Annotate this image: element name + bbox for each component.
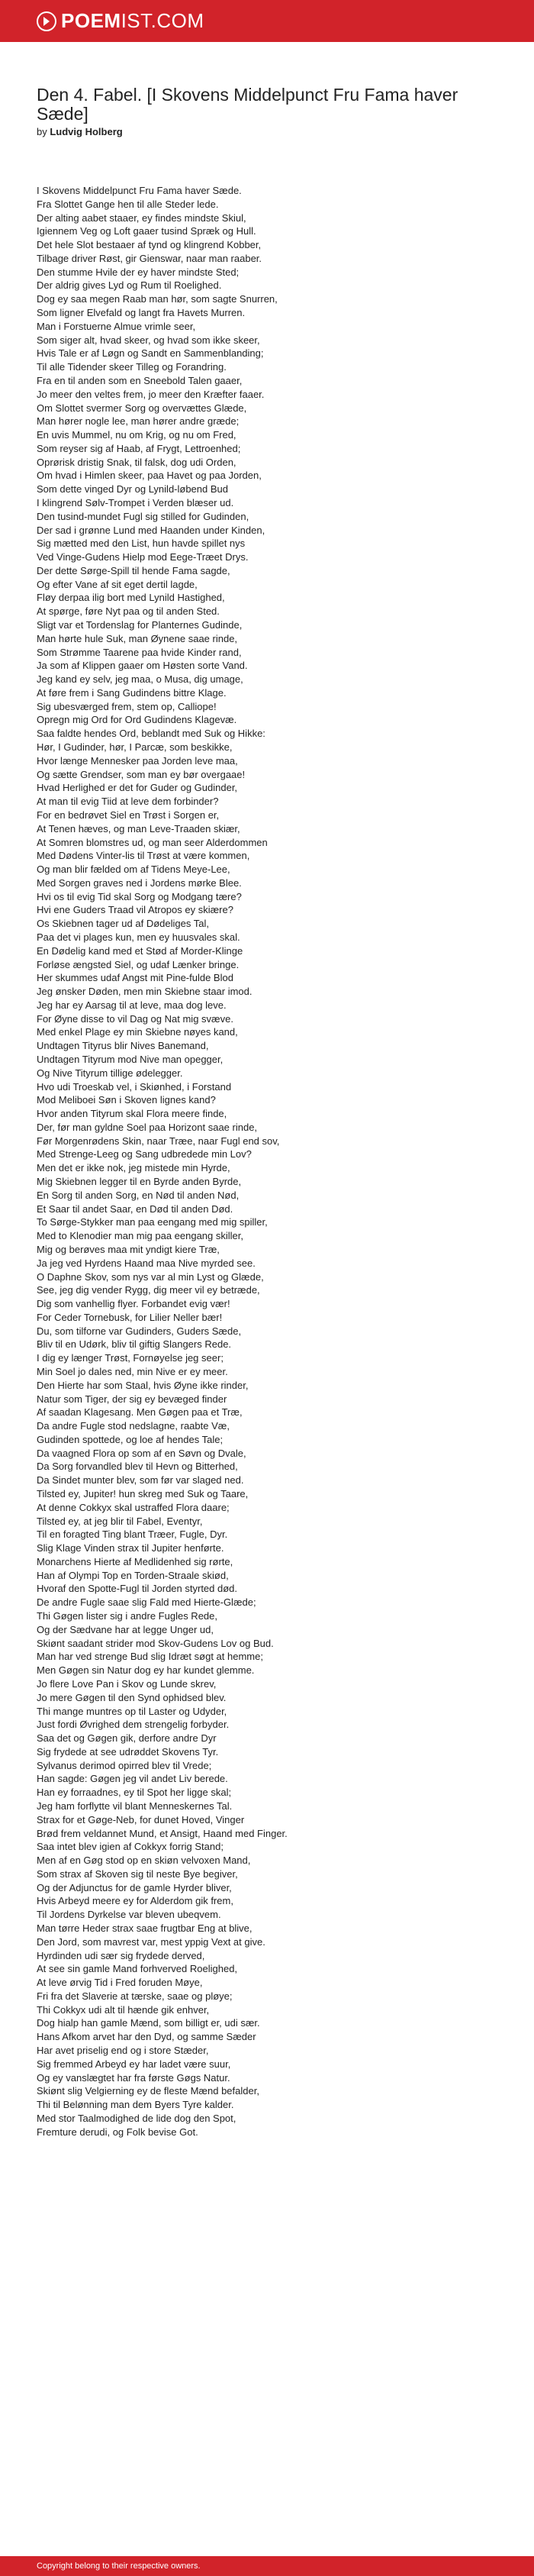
poem-line: Hør, I Gudinder, hør, I Parcæ, som beskikke, xyxy=(37,741,233,754)
poem-line: Før Morgenrødens Skin, naar Træe, naar Fugl end sov, xyxy=(37,1135,280,1147)
poem-line: Som dette vinged Dyr og Lynild-løbend Bud xyxy=(37,483,228,496)
poem-line: Saa det og Gøgen gik, derfore andre Dyr xyxy=(37,1732,217,1745)
poem-line: O Daphne Skov, som nys var al min Lyst og Glæde, xyxy=(37,1270,264,1283)
poem-line: Og ey vanslægtet har fra første Gøgs Natur. xyxy=(37,2071,230,2084)
poem-line: Der dette Sørge-Spill til hende Fama sagde, xyxy=(37,564,230,576)
poem-line: Der, før man gyldne Soel paa Horizont saae rinde, xyxy=(37,1121,258,1133)
poem-line: Hvor anden Tityrum skal Flora meere finde, xyxy=(37,1108,227,1120)
poem-line: Hyrdinden udi sær sig frydede derved, xyxy=(37,1949,205,1961)
poem-line: Da andre Fugle stod nedslagne, raabte Væ, xyxy=(37,1420,230,1432)
poem-line: Og der Adjunctus for de gamle Hyrder bliver, xyxy=(37,1881,232,1893)
poem-line: Som ligner Elvefald og langt fra Havets Murren. xyxy=(37,307,246,319)
poem-line: Men det er ikke nok, jeg mistede min Hyrde, xyxy=(37,1162,230,1174)
author-name[interactable]: Ludvig Holberg xyxy=(50,126,123,137)
poem-line: See, jeg dig vender Rygg, dig meer vil ey betræde, xyxy=(37,1284,260,1296)
poem-line: Ved Vinge-Gudens Hielp mod Eege-Træet Drys. xyxy=(37,551,249,563)
poem-line: Hvis Arbeyd meere ey for Alderdom gik frem, xyxy=(37,1895,233,1907)
poem-line: Forløse ængsted Siel, og udaf Lænker bringe. xyxy=(37,958,240,970)
poem-line: Og efter Vane af sit eget dertil lagde, xyxy=(37,578,198,590)
poem-line: Man hører nogle lee, man hører andre græde; xyxy=(37,415,240,428)
poem-line: Af saadan Klagesang. Men Gøgen paa et Træ, xyxy=(37,1406,243,1419)
poem-line: Da Sorg forvandled blev til Hevn og Bitterhed, xyxy=(37,1461,238,1473)
poem-line: I Skovens Middelpunct Fru Fama haver Sæde. xyxy=(37,185,242,196)
poem-line: Med Sorgen graves ned i Jordens mørke Blee. xyxy=(37,876,242,889)
poem-line: Tilbage driver Røst, gir Gienswar, naar man raaber. xyxy=(37,252,262,264)
poem-line: Der aldrig gives Lyd og Rum til Roelighed. xyxy=(37,279,222,292)
poem-header xyxy=(37,86,497,138)
poem-line: At Tenen hæves, og man Leve-Traaden skiær, xyxy=(37,822,240,834)
poem-line: Thi Cokkyx udi alt til hænde gik enhver, xyxy=(37,2003,210,2016)
poem-line: Hans Afkom arvet har den Dyd, og samme Sæder xyxy=(37,2031,256,2043)
logo-text-light: IST.COM xyxy=(121,9,204,32)
poem-line: Til alle Tidender skeer Tilleg og Forandring. xyxy=(37,361,227,373)
poem-line: For Øyne disse to vil Dag og Nat mig svæve. xyxy=(37,1012,233,1025)
poem-line: Hvis Tale er af Løgn og Sandt en Sammenblanding; xyxy=(37,347,264,360)
poem-line: Jo flere Love Pan i Skov og Lunde skrev, xyxy=(37,1677,217,1690)
poem-line: Slig Klage Vinden strax til Jupiter henførte. xyxy=(37,1542,224,1554)
poem-line: Da Sindet munter blev, som før var slaged ned. xyxy=(37,1474,244,1487)
poem-line: Man tørre Heder strax saae frugtbar Eng at blive, xyxy=(37,1922,253,1934)
poem-line: Jeg kand ey selv, jeg maa, o Musa, dig umage, xyxy=(37,673,243,686)
poem-line: Han ey forraadnes, ey til Spot her ligge skal; xyxy=(37,1787,232,1799)
poem-line: Sligt var et Tordenslag for Planternes Gudinde, xyxy=(37,619,243,631)
poem-line: Sig ubesværged frem, stem op, Calliope! xyxy=(37,700,217,712)
poem-line: Den tusind-mundet Fugl sig stilled for Gudinden, xyxy=(37,510,249,522)
poem-line: Mod Meliboei Søn i Skoven lignes kand? xyxy=(37,1094,216,1106)
poem-line: Bliv til en Udørk, bliv til giftig Slangers Rede. xyxy=(37,1338,232,1351)
poem-line: Sylvanus derimod opirred blev til Vrede; xyxy=(37,1759,212,1771)
poem-line: Der alting aabet staaer, ey findes mindste Skiul, xyxy=(37,211,246,224)
poem-line: For en bedrøvet Siel en Trøst i Sorgen er, xyxy=(37,809,220,821)
poem-line: Man har ved strenge Bud slig Idræt søgt at hemme; xyxy=(37,1651,263,1663)
by-label: by xyxy=(37,126,47,137)
poem-line: Jeg ønsker Døden, men min Skiebne staar imod. xyxy=(37,986,253,998)
poem-line: At see sin gamle Mand forhverved Roelighed, xyxy=(37,1963,238,1975)
poem-line: At man til evig Tiid at leve dem forbinder? xyxy=(37,796,219,808)
poem-line: At denne Cokkyx skal ustraffed Flora daare; xyxy=(37,1501,230,1513)
poem-line: Mig Skiebnen legger til en Byrde anden Byrde, xyxy=(37,1176,242,1188)
poem-line: Tilsted ey, at jeg blir til Fabel, Eventyr, xyxy=(37,1515,203,1527)
poem-line: Hvor længe Mennesker paa Jorden leve maa, xyxy=(37,754,238,767)
poem-line: Just fordi Øvrighed dem strengelig forbyder. xyxy=(37,1719,230,1731)
poem-line: Men af en Gøg stod op en skiøn velvoxen Mand, xyxy=(37,1855,251,1867)
poem-line: De andre Fugle saae slig Fald med Hierte-Glæde; xyxy=(37,1596,256,1609)
site-logo[interactable] xyxy=(37,9,204,33)
poem-line: Min Soel jo dales ned, min Nive er ey meer. xyxy=(37,1365,228,1377)
poem-line: At føre frem i Sang Gudindens bittre Klage. xyxy=(37,686,227,699)
poem-line: I dig ey længer Trøst, Fornøyelse jeg seer; xyxy=(37,1352,224,1364)
poem-line: Hvoraf den Spotte-Fugl til Jorden styrted død. xyxy=(37,1583,238,1595)
poem-line: Monarchens Hierte af Medlidenhed sig rørte, xyxy=(37,1555,233,1567)
poem-line: At Somren blomstres ud, og man seer Alderdommen xyxy=(37,836,268,848)
poem-line: Har avet priselig end og i store Stæder, xyxy=(37,2045,209,2057)
poem-line: Og der Sædvane har at legge Unger ud, xyxy=(37,1623,214,1635)
poem-line: Jeg ham forflytte vil blant Menneskernes Tal. xyxy=(37,1800,233,1812)
poem-line: Thi mange muntres op til Laster og Udyder, xyxy=(37,1705,227,1717)
poem-line: To Sørge-Stykker man paa eengang med mig spiller, xyxy=(37,1216,268,1228)
poem-line: Brød frem veldannet Mund, et Ansigt, Haand med Finger. xyxy=(37,1827,288,1839)
poem-line: Som Strømme Taarene paa hvide Kinder rand, xyxy=(37,646,242,658)
poem-line: Med enkel Plage ey min Skiebne nøyes kand, xyxy=(37,1026,238,1038)
poem-line: Hvad Herlighed er det for Guder og Gudinder, xyxy=(37,782,238,794)
poem-line: Strax for et Gøge-Neb, for dunet Hoved, Vinger xyxy=(37,1813,245,1825)
poem-line: Med to Klenodier man mig paa eengang skiller, xyxy=(37,1230,243,1242)
poem-line: Skiønt slig Velgierning ey de fleste Mænd befalder, xyxy=(37,2085,259,2097)
poem-line: At leve ørvig Tid i Fred foruden Møye, xyxy=(37,1977,203,1989)
poem-line: Sig mætted med den List, hun havde spillet nys xyxy=(37,537,246,550)
poem-line: Hvo udi Troeskab vel, i Skiønhed, i Forstand xyxy=(37,1080,232,1093)
poem-body xyxy=(37,184,497,2139)
poem-line: Dog hialp han gamle Mænd, som billigt er, udi sær. xyxy=(37,2017,260,2029)
poem-line: Thi Gøgen lister sig i andre Fugles Rede, xyxy=(37,1610,217,1622)
poem-line: Og sætte Grendser, som man ey bør overgaae! xyxy=(37,768,246,780)
poem-line: Tilsted ey, Jupiter! hun skreg med Suk og Taare, xyxy=(37,1488,249,1499)
poem-line: En Dødelig kand med et Stød af Morder-Klinge xyxy=(37,944,243,957)
poem-line: Saa faldte hendes Ord, beblandt med Suk og Hikke: xyxy=(37,728,265,740)
poem-line: Som reyser sig af Haab, af Frygt, Lettroenhed; xyxy=(37,442,241,454)
poem-line: Den Hierte har som Staal, hvis Øyne ikke rinder, xyxy=(37,1379,249,1391)
poem-line: I klingrend Sølv-Trompet i Verden blæser ud. xyxy=(37,496,234,508)
poem-line: Om Slottet svermer Sorg og overvættes Glæde, xyxy=(37,402,247,414)
poem-line: Opregn mig Ord for Ord Gudindens Klagevæ. xyxy=(37,714,237,726)
top-bar xyxy=(0,0,534,42)
poem-line: En uvis Mummel, nu om Krig, og nu om Fred, xyxy=(37,429,236,441)
poem-line: Dig som vanhellig flyer. Forbandet evig vær! xyxy=(37,1298,230,1310)
poem-line: Det hele Slot bestaaer af tynd og klingrend Kobber, xyxy=(37,239,262,251)
poem-line: Fri fra det Slaverie at tærske, saae og pløye; xyxy=(37,1990,233,2002)
poem-line: Ja jeg ved Hyrdens Haand maa Nive myrded see. xyxy=(37,1257,256,1269)
poem-line: Skiønt saadant strider mod Skov-Gudens Lov og Bud. xyxy=(37,1637,274,1649)
poem-line: Om hvad i Himlen skeer, paa Havet og paa Jorden, xyxy=(37,470,262,482)
logo-text-bold: POEM xyxy=(61,9,121,32)
poem-line: Jeg har ey Aarsag til at leve, maa dog leve. xyxy=(37,999,227,1011)
poem-line: Jo meer den veltes frem, jo meer den Kræfter faaer. xyxy=(37,388,265,400)
poem-line: Thi til Belønning man dem Byers Tyre kalder. xyxy=(37,2099,234,2111)
poem-line: Undtagen Tityrum mod Nive man opegger, xyxy=(37,1054,224,1065)
poem-line: Fremture derudi, og Folk bevise Got. xyxy=(37,2126,198,2138)
poem-line: Natur som Tiger, der sig ey bevæged finder xyxy=(37,1393,227,1405)
poem-line: Han sagde: Gøgen jeg vil andet Liv berede. xyxy=(37,1773,228,1785)
poem-line: Sig fremmed Arbeyd ey har ladet være suur, xyxy=(37,2058,231,2070)
poem-line: Ja som af Klippen gaaer om Høsten sorte Vand. xyxy=(37,660,248,672)
poem-line: Men Gøgen sin Natur dog ey har kundet glemme. xyxy=(37,1664,255,1677)
poem-line: Og man blir fælded om af Tidens Meye-Lee, xyxy=(37,864,230,876)
poem-line: En Sorg til anden Sorg, en Nød til anden Nød, xyxy=(37,1189,240,1201)
poem-line: Da vaagned Flora op som af en Søvn og Dvale, xyxy=(37,1447,246,1459)
poem-line: Du, som tilforne var Gudinders, Guders Sæde, xyxy=(37,1325,242,1337)
poem-line: Han af Olympi Top en Torden-Straale skiød, xyxy=(37,1569,229,1581)
poem-line: Fra Slottet Gange hen til alle Steder lede. xyxy=(37,198,219,210)
poem-line: Saa intet blev igien af Cokkyx forrig Stand; xyxy=(37,1841,224,1853)
poem-line: Man i Forstuerne Almue vrimle seer, xyxy=(37,320,196,332)
poem-line: Oprørisk dristig Snak, til falsk, dog udi Orden, xyxy=(37,456,236,468)
poem-title: Den 4. Fabel. [I Skovens Middelpunct Fru Fama haver Sæde] xyxy=(37,85,458,124)
poem-line: Til Jordens Dyrkelse var bleven ubeqvem. xyxy=(37,1909,221,1921)
poem-line: Som siger alt, hvad skeer, og hvad som ikke skeer, xyxy=(37,334,260,346)
byline xyxy=(37,126,497,138)
poem-line: Fra en til anden som en Sneebold Talen gaaer, xyxy=(37,374,243,386)
poem-line: Med stor Taalmodighed de lide dog den Spot, xyxy=(37,2112,236,2124)
poem-line: Et Saar til andet Saar, en Død til anden Død. xyxy=(37,1202,233,1215)
poem-line: Der sad i grønne Lund med Haanden under Kinden, xyxy=(37,524,265,536)
poem-line: Sig frydede at see udrøddet Skovens Tyr. xyxy=(37,1745,219,1758)
poem-line: Med Strenge-Leeg og Sang udbredede min Lov? xyxy=(37,1148,252,1160)
poem-line: Igiennem Veg og Loft gaaer tusind Spræk og Hull. xyxy=(37,225,256,237)
footer-bar xyxy=(0,2556,534,2576)
poem-line: Og Nive Tityrum tillige ødelegger. xyxy=(37,1067,183,1079)
poem-line: For Ceder Tornebusk, for Lilier Neller bær! xyxy=(37,1311,223,1323)
poem-line: Fløy derpaa ilig bort med Lynild Hastighed, xyxy=(37,592,225,604)
poem-line: Dog ey saa megen Raab man hør, som sagte Snurren, xyxy=(37,293,278,305)
poem-line: Man hørte hule Suk, man Øynene saae rinde, xyxy=(37,632,238,644)
poem-line: Gudinden spottede, og loe af hendes Tale; xyxy=(37,1433,224,1445)
poem-line: At spørge, føre Nyt paa og til anden Sted. xyxy=(37,605,220,618)
poem-line: Den Jord, som mavrest var, mest yppig Vext at give. xyxy=(37,1935,265,1948)
poem-line: Som strax af Skoven sig til neste Bye begiver, xyxy=(37,1867,238,1880)
poem-line: Den stumme Hvile der ey haver mindste Sted; xyxy=(37,266,240,278)
copyright-text: Copyright belong to their respective owners. xyxy=(37,2561,201,2571)
poem-line: Paa det vi plages kun, men ey huusvales skal. xyxy=(37,931,240,943)
poem-line: Os Skiebnen tager ud af Dødeliges Tal, xyxy=(37,918,209,930)
poem-line: Med Dødens Vinter-lis til Trøst at være kommen, xyxy=(37,850,250,862)
poem-line: Her skummes udaf Angst mit Pine-fulde Blod xyxy=(37,972,233,984)
poem-line: Hvi os til evig Tid skal Sorg og Modgang tære? xyxy=(37,890,242,902)
poem-line: Hvi ene Guders Traad vil Atropos ey skiære? xyxy=(37,904,233,916)
play-circle-icon xyxy=(37,11,56,31)
poem-line: Jo mere Gøgen til den Synd ophidsed blev. xyxy=(37,1691,227,1703)
poem-line: Mig og berøves maa mit yndigt kiere Træ, xyxy=(37,1243,220,1255)
poem-line: Til en foragted Ting blant Træer, Fugle, Dyr. xyxy=(37,1528,228,1541)
poem-line: Undtagen Tityrus blir Nives Banemand, xyxy=(37,1040,209,1052)
